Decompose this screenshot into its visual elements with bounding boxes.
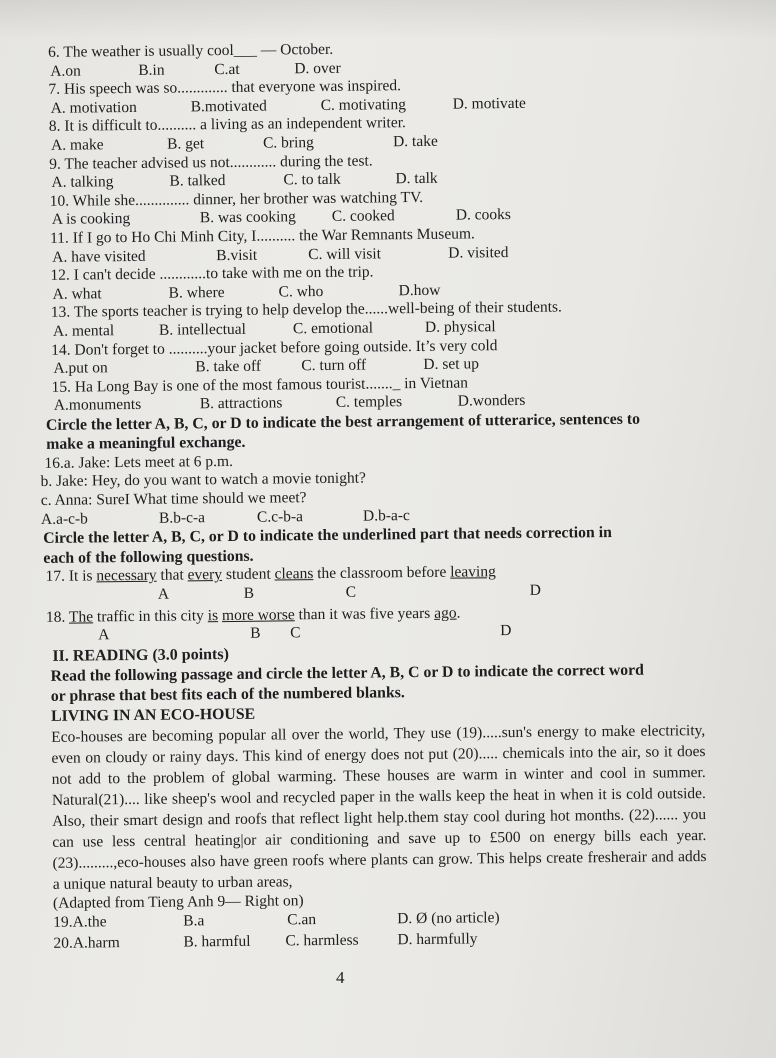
option-b: B. talked — [169, 172, 226, 190]
option-c: C.an — [287, 911, 317, 929]
option-b: B. take off — [195, 357, 262, 376]
q17-text: the classroom before — [313, 563, 451, 583]
option-a: A. talking — [51, 173, 114, 191]
q17-underlined-a[interactable]: necessary — [96, 566, 157, 585]
option-d: D.b-a-c — [362, 506, 410, 525]
letter-b: B — [243, 584, 255, 602]
option-b: B.in — [138, 61, 165, 79]
option-a: A. motivation — [50, 98, 137, 117]
q17-text: student — [221, 565, 275, 584]
option-b: B. intellectual — [158, 320, 247, 339]
question-stem: 10. While she.............. dinner, her brother was watching TV. — [49, 188, 424, 210]
option-b: B. was cooking — [199, 208, 296, 227]
option-b: B.b-c-a — [158, 508, 206, 527]
exchange-line: b. Jake: Hey, do you want to watch a movie tonight? — [40, 470, 366, 491]
option-c: C. turn off — [301, 356, 367, 375]
q18-underlined-a[interactable]: The — [68, 608, 94, 626]
letter-b: B — [250, 625, 261, 643]
passage-source: (Adapted from Tieng Anh 9— Right on) — [52, 892, 304, 913]
option-c: C. cooked — [331, 207, 395, 226]
option-d: D. harmfully — [397, 930, 478, 948]
option-a: A. mental — [52, 322, 115, 340]
q17-underlined-c[interactable]: cleans — [274, 565, 314, 583]
option-c: C. who — [278, 282, 324, 301]
option-b: B.a — [183, 912, 205, 930]
question-stem: 8. It is difficult to.......... a living as an independent writer. — [48, 114, 406, 136]
option-c: C. will visit — [308, 244, 382, 263]
option-d: D. visited — [448, 243, 509, 262]
option-c: C. to talk — [283, 170, 341, 189]
q17-text: 17. It is — [45, 567, 97, 586]
exam-content — [34, 37, 743, 953]
q18-text: traffic in this city — [93, 607, 208, 626]
question-stem: 14. Don't forget to ..........your jacket before going outside. It’s very cold — [51, 336, 498, 359]
exchange-line: 16.a. Jake: Lets meet at 6 p.m. — [44, 452, 234, 472]
option-a: A. have visited — [52, 247, 146, 266]
option-d: D. Ø (no article) — [397, 909, 500, 928]
option-a: A. what — [52, 285, 102, 303]
instruction-arrangement: Circle the letter A, B, C, or D to indicate the best arrangement of utterarice, sentences to make a meaningful exchange. — [45, 410, 641, 454]
question-stem: 12. I can't decide ............to take with me on the trip. — [50, 263, 374, 284]
option-c: C. motivating — [320, 95, 406, 114]
reading-heading: II. READING (3.0 points) — [52, 646, 229, 666]
option-d: D. motivate — [452, 94, 526, 113]
question-stem: 13. The sports teacher is trying to help develop the......well-being of their students. — [50, 298, 562, 322]
option-d: D. cooks — [455, 206, 512, 224]
option-a: A.on — [50, 62, 81, 80]
option-c: C. harmless — [285, 931, 359, 950]
option-d: D. set up — [423, 355, 480, 374]
option-c: C. emotional — [292, 319, 374, 338]
option-d: D.how — [398, 281, 441, 299]
passage-title: LIVING IN AN ECO-HOUSE — [50, 706, 256, 726]
letter-c: C — [345, 583, 357, 601]
q17-underlined-b[interactable]: every — [187, 566, 223, 584]
option-c: C.c-b-a — [256, 507, 304, 526]
letter-c: C — [290, 624, 301, 642]
reading-instruction: Read the following passage and circle the letter A, B, C or D to indicate the correct word or phrase that best fits each of the numbered blanks. — [50, 662, 645, 706]
letter-d: D — [500, 622, 512, 640]
option-a: A. make — [50, 136, 104, 154]
question-stem: 11. If I go to Ho Chi Minh City, I.......... the War Remnants Museum. — [49, 225, 475, 247]
option-a: 19.A.the — [53, 913, 107, 931]
q17-text: that — [156, 566, 188, 584]
question-stem: 7. His speech was so............. that everyone was inspired. — [48, 77, 402, 99]
instruction-correction: Circle the letter A, B, C, or D to indicate the underlined part that needs correction in each of the following questions. — [43, 524, 613, 567]
q17-underlined-d[interactable]: leaving — [450, 563, 496, 581]
exchange-line: c. Anna: SureI What time should we meet? — [40, 489, 307, 510]
option-c: C. bring — [262, 134, 314, 152]
reading-passage: Eco-houses are becoming popular all over the world, They use (19).....sun's energy to make electricity, even on cloudy or rainy days. This kind of energy does not put (20)..... chemicals into the air, so it does not add to the problem of global warming. These houses are warm in winter and cool in summer. Natural(21).... like sheep's wool and recycled paper in the walls keep the heat in when it is cold outside. Also, their smart design and roofs that reflect light help.them stay cool during hot months. (22)...... you can use less central heating|or air conditioning and save up to £500 on energy bills each year. (23).........,eco-houses also have green roofs where plants can grow. This helps create fresherair and adds a unique natural beauty to urban areas, — [51, 722, 707, 894]
q18-underlined-b[interactable]: is — [207, 606, 219, 625]
page-shadow — [0, 0, 776, 40]
option-c: C. temples — [335, 393, 403, 412]
q18-text: than it was five years — [294, 604, 435, 624]
option-d: D. over — [294, 59, 341, 77]
option-a: A.put on — [53, 359, 108, 377]
option-a: A.a-c-b — [40, 510, 88, 528]
option-b: B. attractions — [199, 394, 283, 413]
option-b: B.motivated — [190, 97, 267, 116]
option-d: D. physical — [424, 318, 496, 336]
option-a: A.monuments — [53, 396, 142, 415]
letter-d: D — [529, 581, 542, 599]
option-d: D. talk — [395, 169, 438, 188]
option-b: B. get — [166, 135, 205, 153]
option-b: B.visit — [216, 246, 258, 264]
letter-a: A — [157, 585, 170, 603]
q18-underlined-c[interactable]: more worse — [221, 606, 295, 624]
option-a: A is cooking — [51, 210, 131, 229]
q18-text: . — [456, 604, 461, 622]
option-d: D.wonders — [457, 392, 526, 410]
q18-text: 18. — [45, 608, 70, 626]
letter-a: A — [98, 626, 110, 644]
question-stem: 9. The teacher advised us not............ during the test. — [49, 152, 373, 173]
option-d: D. take — [392, 132, 438, 151]
page-number: 4 — [336, 968, 345, 987]
option-b: B. where — [168, 283, 225, 302]
option-a: 20.A.harm — [53, 933, 120, 952]
question-stem: 15. Ha Long Bay is one of the most famous tourist......._ in Vietnan — [51, 374, 469, 396]
option-b: B. harmful — [183, 932, 251, 951]
question-stem: 6. The weather is usually cool___ — October. — [47, 40, 334, 61]
q18-underlined-d[interactable]: ago — [434, 604, 457, 622]
option-c: C.at — [214, 60, 240, 78]
